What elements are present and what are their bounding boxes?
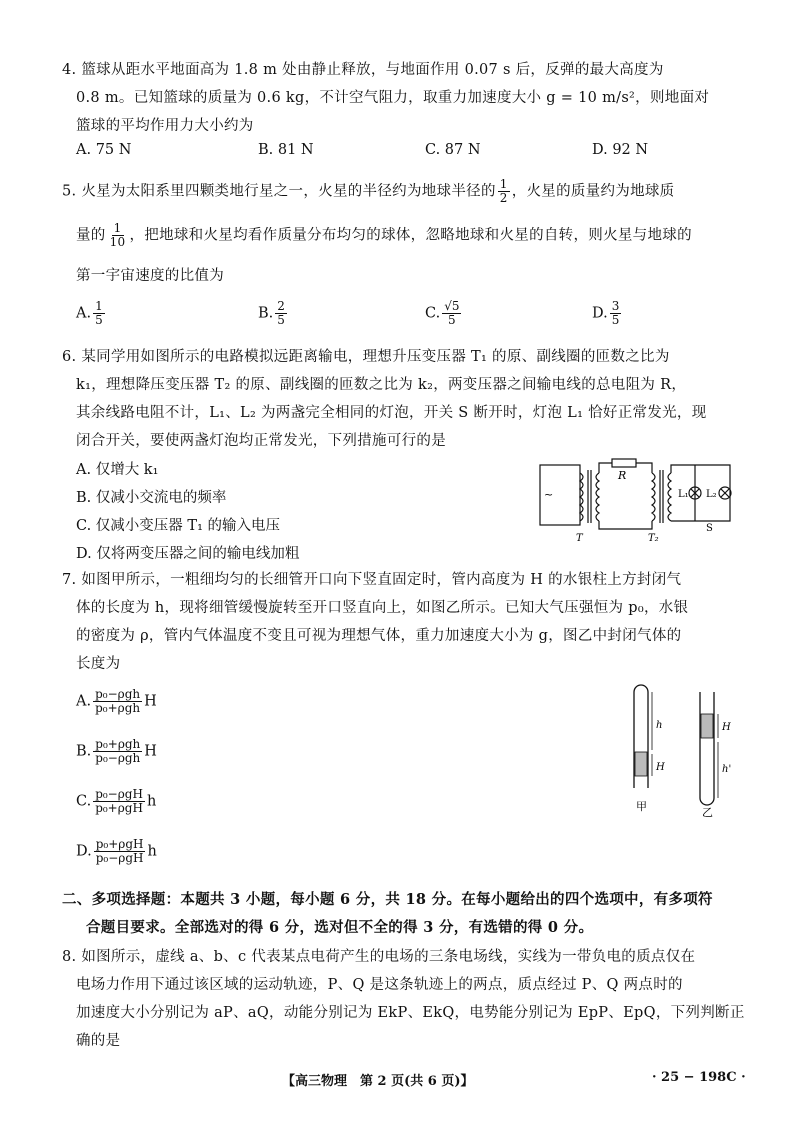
q7-option-c: C. $\frac{\text{p₀−ρgH}}{\text{p₀+ρgH}}$ h [76, 787, 157, 815]
q5-option-b: B. $\frac{2}{5}$ [258, 299, 285, 327]
q6-option-a: A. 仅增大 k₁ [76, 462, 159, 478]
fig-label-yi: 乙 [702, 806, 713, 819]
switch-label: S [706, 523, 713, 534]
fig-label-h-prime: h' [722, 764, 732, 775]
section2-heading-line2: 合题目要求。全部选对的得 6 分，选对但不全的得 3 分，有选错的得 0 分。 [86, 919, 594, 936]
q7-line1: 7. 如图甲所示，一粗细均匀的长细管开口向下竖直固定时，管内高度为 H 的水银柱上方封闭气 [62, 572, 682, 588]
q6-line4: 闭合开关，要使两盏灯泡均正常发光，下列措施可行的是 [76, 433, 446, 449]
q4-option-d: D. 92 N [592, 142, 649, 158]
lamp-l2-label: L₂ [706, 489, 717, 500]
q4-line1: 4. 篮球从距水平地面高为 1.8 m 处由静止释放，与地面作用 0.07 s 后，反弹的最大高度为 [62, 62, 664, 78]
t1-label: T [576, 533, 583, 544]
q5-option-d: D. $\frac{3}{5}$ [592, 299, 620, 327]
tube-diagram [620, 680, 740, 820]
q4-option-a: A. 75 N [76, 142, 132, 158]
ac-source-symbol: ~ [544, 488, 554, 501]
q8-line4: 确的是 [76, 1033, 121, 1049]
fig-label-H-yi: H [722, 722, 731, 733]
q6-line1: 6. 某同学用如图所示的电路模拟远距离输电，理想升压变压器 T₁ 的原、副线圈的匝数之比为 [62, 349, 670, 365]
page-code: · 25 − 198C · [652, 1070, 746, 1085]
page-footer: 【高三物理 第 2 页(共 6 页)】 [282, 1074, 474, 1089]
q5-option-a: A. $\frac{1}{5}$ [76, 299, 103, 327]
lamp-l1-label: L₁ [678, 489, 689, 500]
t2-label: T₂ [648, 533, 659, 544]
q4-line2: 0.8 m。已知篮球的质量为 0.6 kg，不计空气阻力，取重力加速度大小 g = 10 m/s²，则地面对 [76, 90, 710, 106]
q7-option-a: A. $\frac{\text{p₀−ρgh}}{\text{p₀+ρgh}}$ H [76, 687, 157, 715]
fig-label-h: h [656, 720, 663, 731]
q4-line3: 篮球的平均作用力大小约为 [76, 118, 254, 134]
q8-line3: 加速度大小分别记为 aP、aQ，动能分别记为 EkP、EkQ，电势能分别记为 EpP、EpQ，下列判断正 [76, 1005, 745, 1021]
resistor-label: R [618, 469, 627, 482]
section2-heading-line1: 二、多项选择题：本题共 3 小题，每小题 6 分，共 18 分。在每小题给出的四个选项中，有多项符 [62, 891, 713, 908]
circuit-diagram [530, 455, 740, 545]
q5-line2: 量的 $\frac{1}{10}$ ，把地球和火星均看作质量分布均匀的球体，忽略地球和火星的自转，则火星与地球的 [76, 221, 692, 249]
fig-label-H-jia: H [656, 762, 665, 773]
q4-option-c: C. 87 N [425, 142, 481, 158]
q5-line1: 5. 火星为太阳系里四颗类地行星之一，火星的半径约为地球半径的 $\frac{1}{2}$ ，火星的质量约为地球质 [62, 177, 675, 205]
q4-option-b: B. 81 N [258, 142, 314, 158]
q6-line2: k₁，理想降压变压器 T₂ 的原、副线圈的匝数之比为 k₂，两变压器之间输电线的总电阻为 R， [76, 377, 687, 393]
q6-option-c: C. 仅减小变压器 T₁ 的输入电压 [76, 518, 280, 534]
q5-line3: 第一宇宙速度的比值为 [76, 268, 224, 284]
q6-option-b: B. 仅减小交流电的频率 [76, 490, 227, 506]
q8-line2: 电场力作用下通过该区域的运动轨迹，P、Q 是这条轨迹上的两点，质点经过 P、Q 两点时的 [76, 977, 683, 993]
q6-option-d: D. 仅将两变压器之间的输电线加粗 [76, 546, 300, 562]
q7-line2: 体的长度为 h，现将细管缓慢旋转至开口竖直向上，如图乙所示。已知大气压强恒为 p₀，水银 [76, 600, 689, 616]
q7-option-b: B. $\frac{\text{p₀+ρgh}}{\text{p₀−ρgh}}$ H [76, 737, 157, 765]
q5-option-c: C. $\frac{√5}{5}$ [425, 299, 460, 327]
q7-line3: 的密度为 ρ，管内气体温度不变且可视为理想气体，重力加速度大小为 g，图乙中封闭气体的 [76, 628, 682, 644]
q8-line1: 8. 如图所示，虚线 a、b、c 代表某点电荷产生的电场的三条电场线，实线为一带负电的质点仅在 [62, 949, 696, 965]
q7-option-d: D. $\frac{\text{p₀+ρgH}}{\text{p₀−ρgH}}$ h [76, 837, 157, 865]
fig-label-jia: 甲 [636, 800, 647, 813]
q6-line3: 其余线路电阻不计，L₁、L₂ 为两盏完全相同的灯泡，开关 S 断开时，灯泡 L₁ 恰好正常发光，现 [76, 405, 707, 421]
q7-line4: 长度为 [76, 656, 121, 672]
